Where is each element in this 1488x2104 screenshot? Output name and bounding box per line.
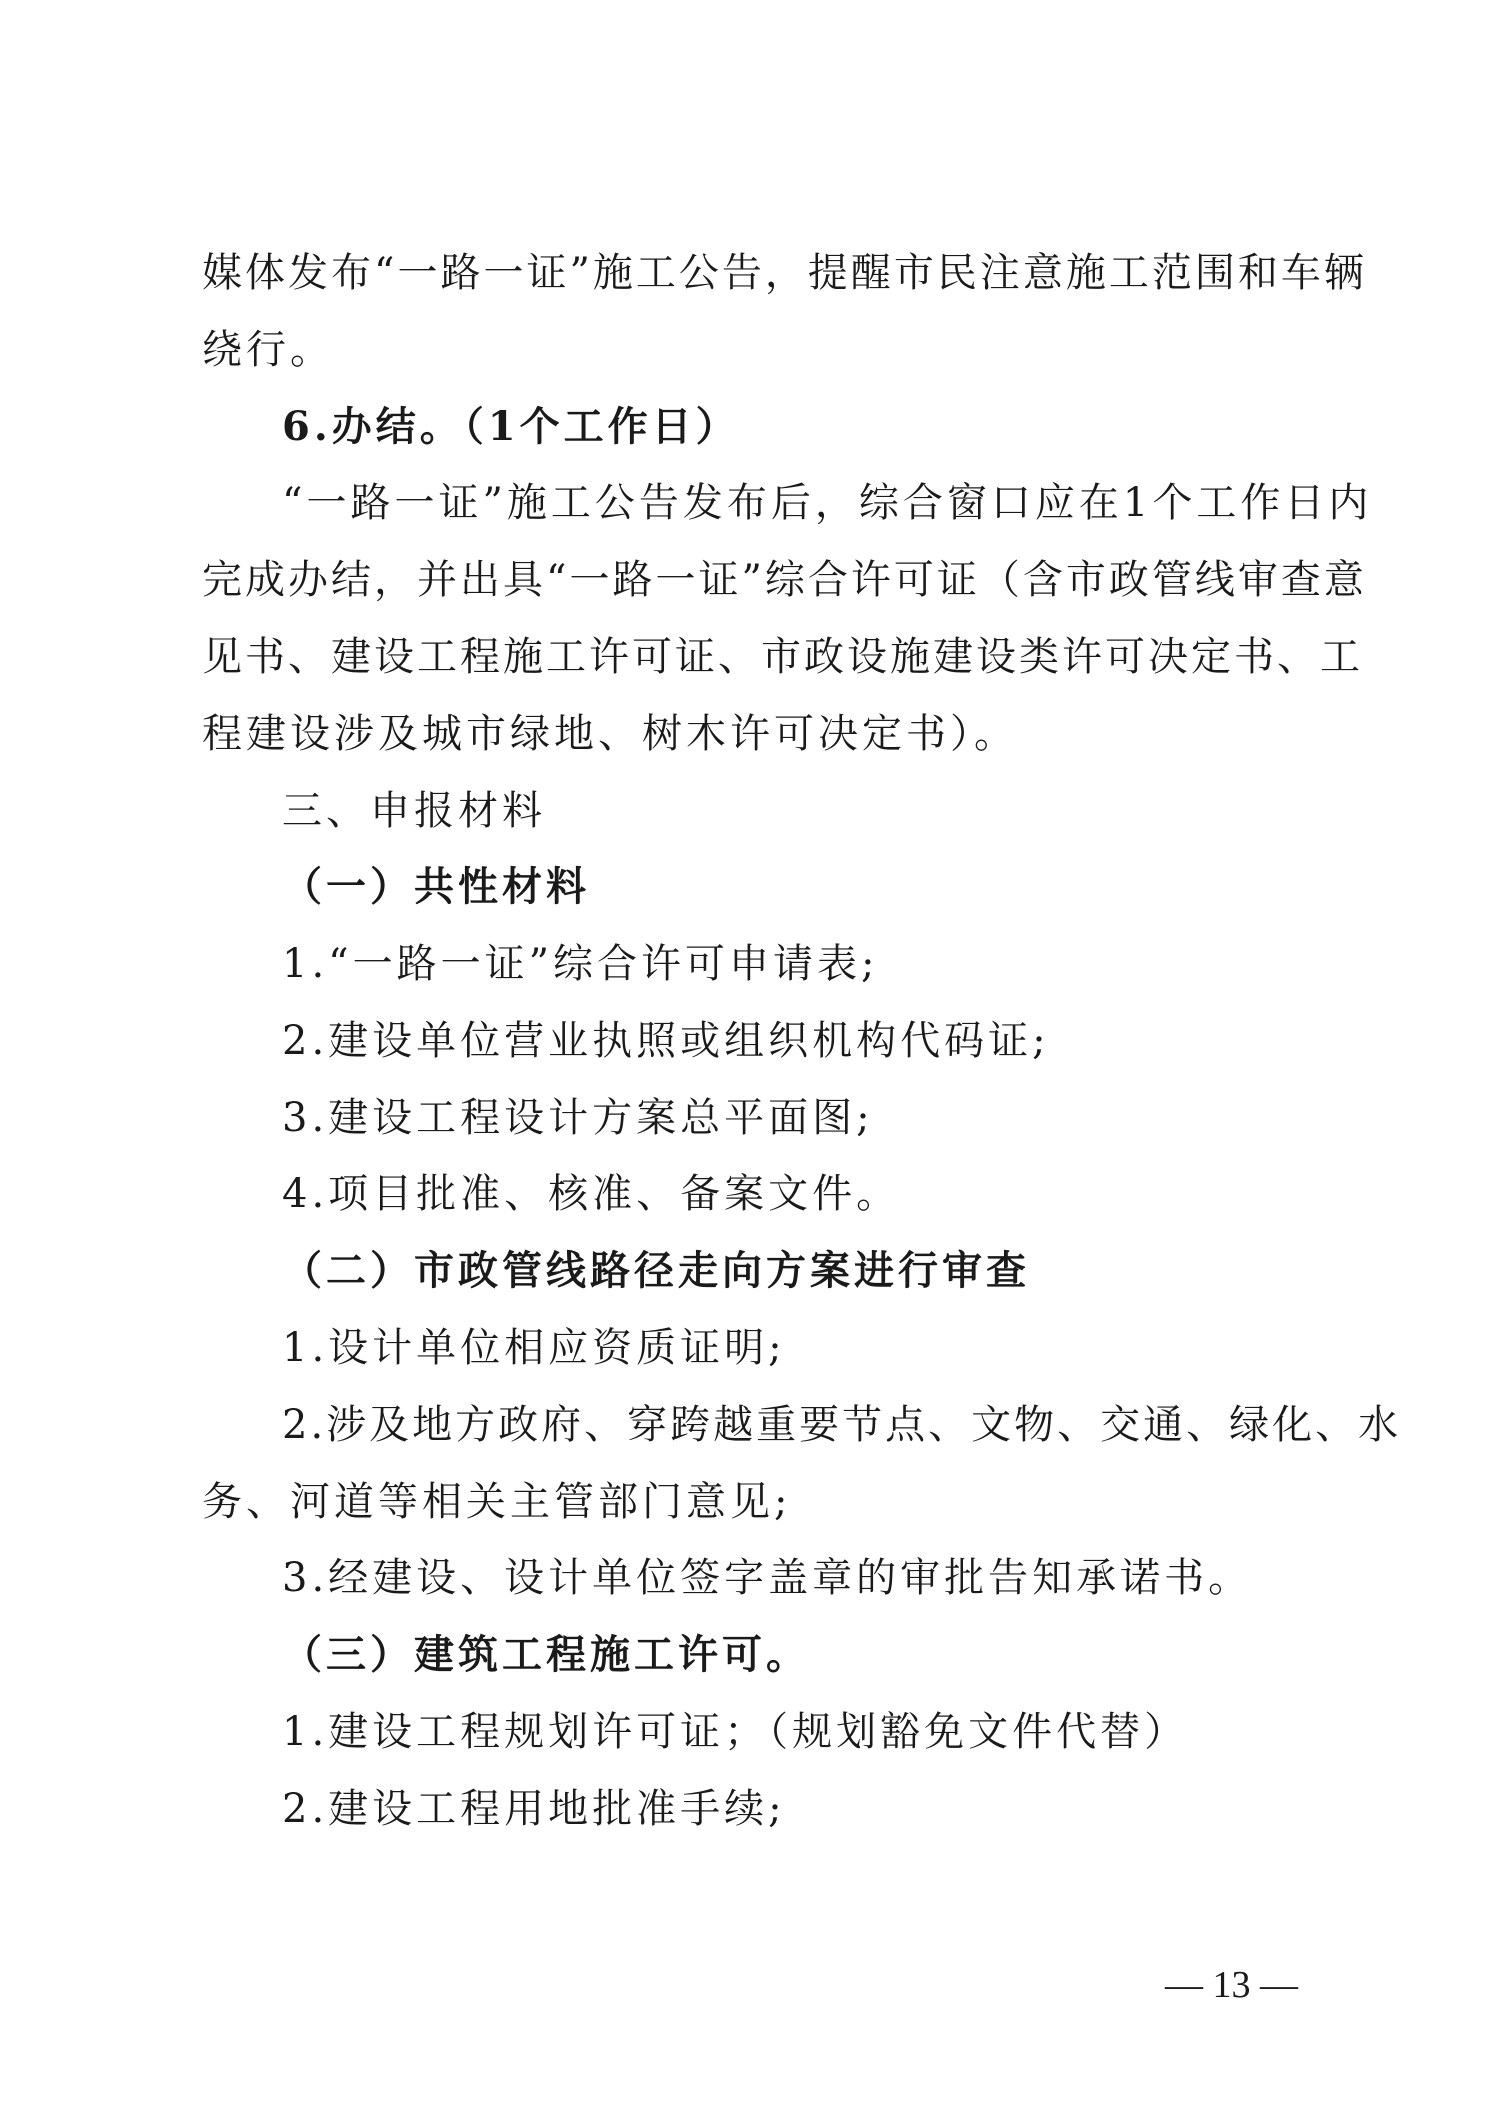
body-text-line: 完成办结，并出具“一路一证”综合许可证（含市政管线审查意 bbox=[202, 557, 1367, 603]
list-item: 3.经建设、设计单位签字盖章的审批告知承诺书。 bbox=[282, 1555, 1253, 1601]
body-text-line: 媒体发布“一路一证”施工公告，提醒市民注意施工范围和车辆 bbox=[202, 250, 1367, 296]
list-item: 2.建设工程用地批准手续; bbox=[282, 1786, 786, 1832]
list-item: 1.设计单位相应资质证明; bbox=[282, 1325, 786, 1371]
body-text-line: “一路一证”施工公告发布后，综合窗口应在1个工作日内 bbox=[282, 480, 1373, 526]
section-heading: 6.办结。（1个工作日） bbox=[282, 403, 740, 450]
list-item: 3.建设工程设计方案总平面图; bbox=[282, 1095, 874, 1141]
list-item-continuation: 务、河道等相关主管部门意见; bbox=[202, 1479, 792, 1525]
body-text-line: 程建设涉及城市绿地、树木许可决定书）。 bbox=[202, 711, 1018, 757]
section-heading: 三、申报材料 bbox=[282, 788, 546, 834]
page-number: — 13 — bbox=[1165, 1964, 1298, 2006]
subsection-heading: （三）建筑工程施工许可。 bbox=[282, 1631, 810, 1678]
list-item: 1.“一路一证”综合许可申请表; bbox=[282, 941, 879, 987]
list-item: 4.项目批准、核准、备案文件。 bbox=[282, 1171, 901, 1217]
subsection-heading: （一）共性材料 bbox=[282, 863, 590, 910]
subsection-heading: （二）市政管线路径走向方案进行审查 bbox=[282, 1247, 1030, 1294]
body-text-line: 绕行。 bbox=[202, 327, 334, 373]
body-text-line: 见书、建设工程施工许可证、市政设施建设类许可决定书、工 bbox=[202, 634, 1363, 680]
list-item: 1.建设工程规划许可证；（规划豁免文件代替） bbox=[282, 1709, 1189, 1755]
list-item: 2.建设单位营业执照或组织机构代码证; bbox=[282, 1018, 1050, 1064]
list-item: 2.涉及地方政府、穿跨越重要节点、文物、交通、绿化、水 bbox=[282, 1402, 1402, 1448]
